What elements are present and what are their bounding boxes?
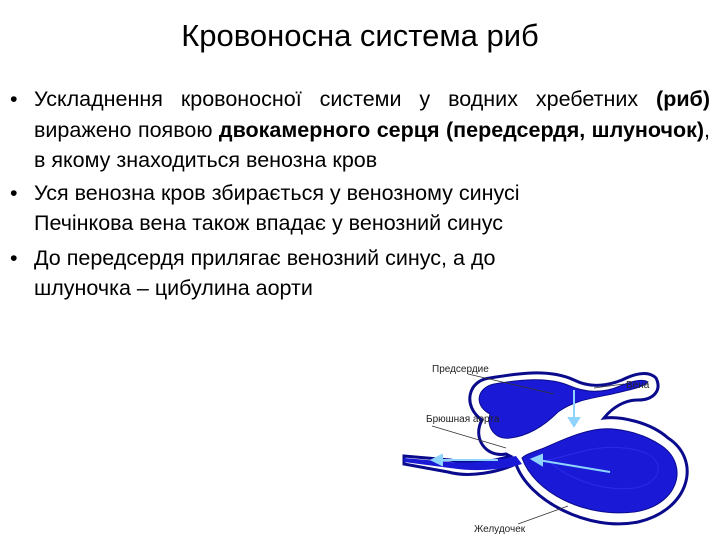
- bullet-line: Печінкова вена також впадає у венозний синус: [34, 211, 504, 235]
- bullet-bold-text: (риб): [656, 87, 710, 111]
- bullet-line: Уся венозна кров збирається у венозному синусі: [34, 180, 520, 205]
- bullet-text: , в якому знаходиться венозна кров: [34, 117, 711, 172]
- bullet-item: [10, 243, 710, 304]
- bullet-bold-text: двокамерного серця (передсердя, шлуночок): [218, 117, 705, 142]
- bullet-text: Ускладнення кровоносної системи у водних хребетних: [34, 87, 657, 111]
- bullet-item: [10, 178, 710, 239]
- vein-label: Вена: [626, 380, 650, 391]
- bullet-marker: •: [10, 87, 18, 111]
- bullet-marker: •: [10, 245, 18, 270]
- bullet-text: виражено появою: [34, 117, 219, 142]
- fish-heart-diagram: [398, 360, 720, 540]
- aorta-label: Брюшная аорта: [426, 414, 500, 425]
- bullet-line: шлуночка – цибулина аорти: [34, 276, 313, 300]
- bullet-item: [10, 84, 710, 176]
- slide-title: Кровоносна система риб: [181, 18, 539, 53]
- atrium-label: Предсердие: [432, 364, 489, 375]
- bullet-marker: •: [10, 180, 18, 205]
- ventricle-label: Желудочек: [474, 524, 526, 535]
- bullet-list: [10, 84, 710, 304]
- atrium-shape: [479, 380, 648, 438]
- bullet-line: До передсердя прилягає венозний синус, а до: [34, 245, 496, 270]
